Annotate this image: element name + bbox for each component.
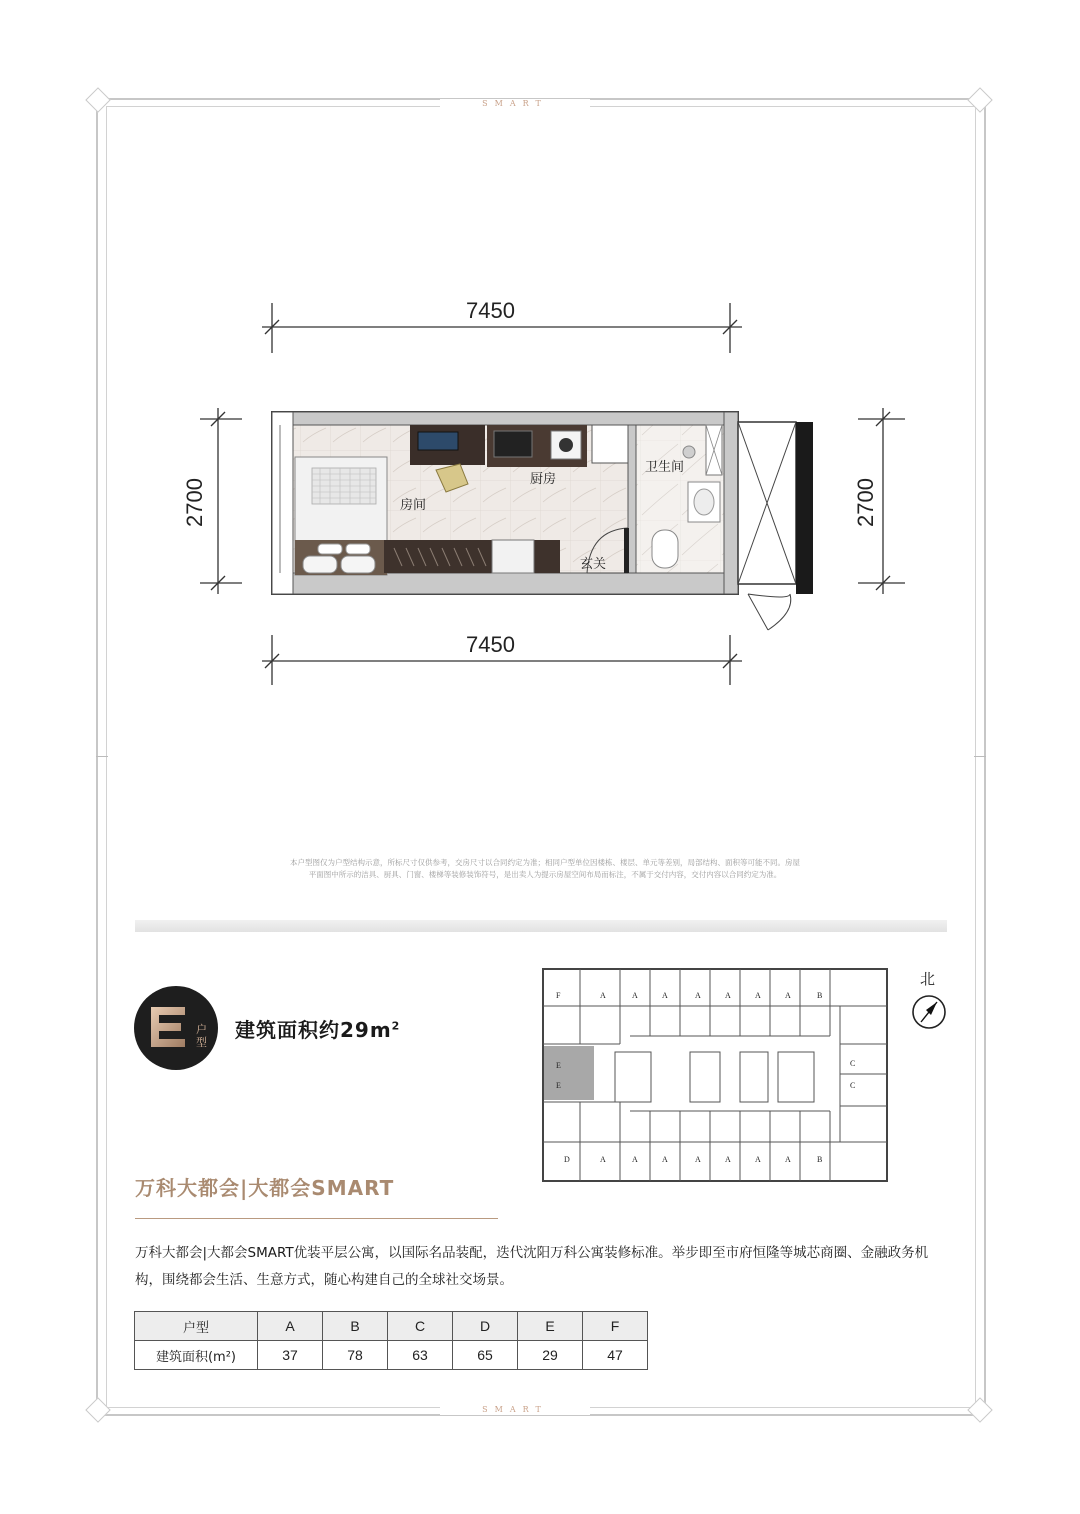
unit-type-suffix: 户型	[196, 1023, 207, 1049]
table-cell: A	[258, 1312, 323, 1341]
top-smart-tag: SMART	[440, 99, 590, 109]
disclaimer-line-2: 平面图中所示的洁具、厨具、门窗、楼梯等装修装饰符号，是出卖人为提示房屋空间布局而标注，不属于交付内容，交付内容以合同约定为准。	[308, 870, 782, 879]
svg-text:A: A	[725, 991, 731, 1000]
table-header-row	[135, 1312, 648, 1341]
svg-text:F: F	[556, 991, 561, 1000]
table-header-label: 户型	[135, 1312, 258, 1341]
table-cell: C	[388, 1312, 453, 1341]
project-title: 万科大都会|大都会SMART	[135, 1176, 395, 1200]
table-cell: B	[323, 1312, 388, 1341]
table-row-label: 建筑面积(m²)	[135, 1341, 258, 1370]
project-description: 万科大都会|大都会SMART优装平层公寓，以国际名品装配，迭代沈阳万科公寓装修标准。举步即至市府恒隆等城芯商圈、金融政务机构，围绕都会生活、生意方式，随心构建自己的全球社交场景。	[135, 1245, 929, 1288]
svg-text:A: A	[632, 991, 638, 1000]
highlighted-unit-e	[544, 1046, 594, 1100]
unit-type-letter	[147, 1003, 189, 1051]
table-cell: E	[518, 1312, 583, 1341]
compass-icon	[911, 994, 947, 1030]
key-plan	[540, 966, 890, 1184]
svg-text:A: A	[662, 991, 668, 1000]
room-label-entry: 玄关	[580, 557, 607, 572]
section-divider	[135, 920, 947, 932]
svg-text:A: A	[695, 1155, 701, 1164]
svg-text:A: A	[755, 991, 761, 1000]
disclaimer-line-1: 本户型图仅为户型结构示意，所标尺寸仅供参考，交房尺寸以合同约定为准；相同户型单位因楼栋、楼层、单元等差别，局部结构、面积等可能不同。房屋	[290, 858, 800, 867]
table-cell: F	[583, 1312, 648, 1341]
title-underline	[135, 1218, 498, 1219]
room-label-bathroom: 卫生间	[645, 460, 685, 475]
svg-text:A: A	[725, 1155, 731, 1164]
table-cell: 78	[323, 1341, 388, 1370]
svg-text:A: A	[662, 1155, 668, 1164]
svg-text:A: A	[785, 991, 791, 1000]
area-title-sup: 2	[391, 1019, 401, 1033]
svg-text:E: E	[556, 1081, 561, 1090]
svg-text:D: D	[564, 1155, 570, 1164]
room-label-room: 房间	[400, 498, 427, 513]
table-cell: 37	[258, 1341, 323, 1370]
svg-text:A: A	[600, 991, 606, 1000]
svg-text:C: C	[850, 1059, 856, 1068]
svg-text:A: A	[785, 1155, 791, 1164]
north-label: 北	[920, 970, 936, 988]
room-label-kitchen: 厨房	[530, 472, 557, 487]
disclaimer	[245, 857, 845, 881]
area-title	[235, 1014, 400, 1043]
svg-text:A: A	[632, 1155, 638, 1164]
table-cell: 65	[453, 1341, 518, 1370]
table-cell: 29	[518, 1341, 583, 1370]
table-cell: 63	[388, 1341, 453, 1370]
table-cell: 47	[583, 1341, 648, 1370]
svg-text:E: E	[556, 1061, 561, 1070]
dim-left: 2700	[182, 478, 207, 527]
table-row	[135, 1341, 648, 1370]
dim-bottom: 7450	[466, 632, 515, 657]
svg-text:C: C	[850, 1081, 856, 1090]
area-title-text: 建筑面积约29m	[235, 1018, 392, 1042]
svg-text:B: B	[817, 1155, 823, 1164]
table-cell: D	[453, 1312, 518, 1341]
svg-text:B: B	[817, 991, 823, 1000]
svg-text:A: A	[600, 1155, 606, 1164]
svg-text:A: A	[755, 1155, 761, 1164]
dim-top: 7450	[466, 298, 515, 323]
bottom-smart-tag: SMART	[440, 1405, 590, 1415]
svg-text:A: A	[695, 991, 701, 1000]
dim-right: 2700	[853, 478, 878, 527]
area-table	[134, 1311, 648, 1370]
